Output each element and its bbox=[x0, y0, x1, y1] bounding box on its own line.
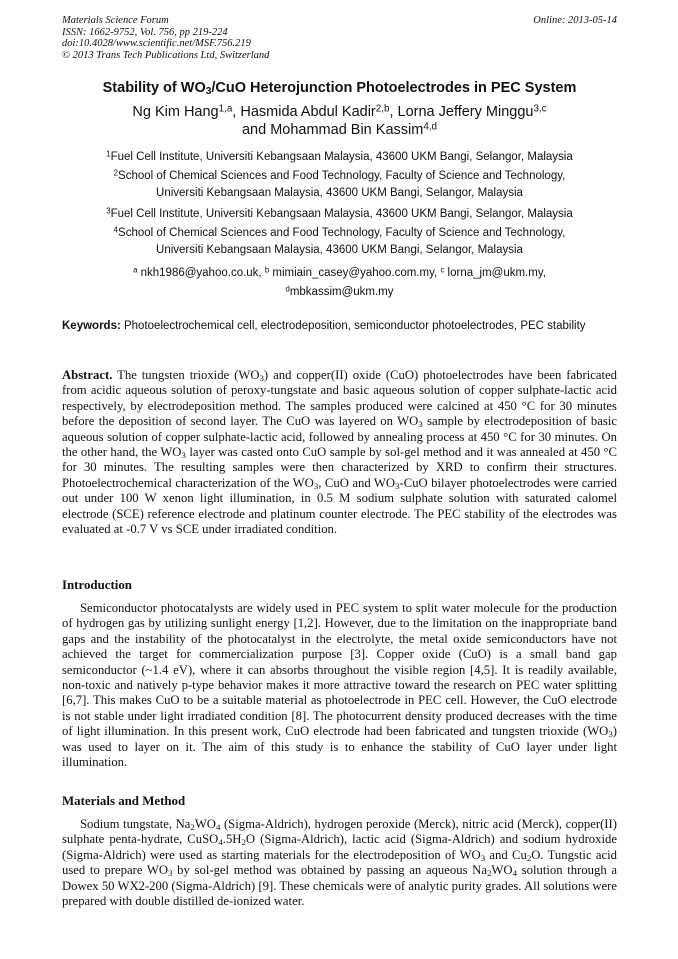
online-date: Online: 2013-05-14 bbox=[533, 15, 617, 26]
keywords bbox=[62, 319, 617, 334]
affiliation-2: $^2$School of Chemical Sciences and Food Technology, Faculty of Science and Technology, Universiti Kebangsaan Malaysia, 43600 UKM Bangi, Selangor, Malaysia bbox=[113, 168, 566, 199]
issn-line: ISSN: 1662-9752, Vol. 756, pp 219-224 bbox=[62, 26, 228, 38]
journal-header bbox=[62, 15, 617, 61]
email-d: mbkassim@ukm.my bbox=[289, 286, 394, 298]
methods-paragraph: Sodium tungstate, $Na_2WO_4$ (Sigma-Aldrich), hydrogen peroxide (Merck), nitric acid (Merck), copper(II) sulphate penta-hydrate, $CuSO_4.5H_2O$ (Sigma-Aldrich), lactic acid (Sigma-Aldrich) and sodium hydroxide (Sigma-Aldrich) were used as starting materials for the electrodeposition of $WO_3$ and $Cu_2O$. Tungstic acid used to prepare $WO_3$ by sol-gel method was obtained by passing an aqueous $Na_2WO_4$ solution through a Dowex 50 WX2-200 (Sigma-Aldrich) [9]. These chemicals were of analytic purity grades. All solutions were prepared with double distilled de-ionized water. bbox=[62, 817, 617, 909]
email-list: $^a$ nkh1986@yahoo.co.uk, $^b$ mimiain_casey@yahoo.com.my, $^c$ lorna_jm@ukm.my, $^d$mbkassim@ukm.my bbox=[133, 265, 546, 298]
doi-line: doi:10.4028/www.scientific.net/MSF.756.219 bbox=[62, 38, 251, 49]
author-1: Ng Kim Hang bbox=[132, 104, 219, 120]
affiliation-3: $^3$Fuel Cell Institute, Universiti Kebangsaan Malaysia, 43600 UKM Bangi, Selangor, Malaysia bbox=[106, 206, 573, 220]
copyright-line: © 2013 Trans Tech Publications Ltd, Switzerland bbox=[62, 49, 270, 61]
author-list: Ng Kim Hang$^{1,a}$, Hasmida Abdul Kadir$^{2,b}$, Lorna Jeffery Minggu$^{3,c}$ and Mohammad Bin Kassim$^{4,d}$ bbox=[132, 103, 547, 138]
author-3: , Lorna Jeffery Minggu bbox=[389, 104, 534, 120]
paper-title: Stability of $WO_3$/CuO Heterojunction Photoelectrodes in PEC System bbox=[102, 80, 577, 98]
email-b: mimiain_casey@yahoo.com.my, bbox=[269, 267, 441, 279]
introduction-heading: Introduction bbox=[62, 578, 132, 592]
abstract: Abstract. The tungsten trioxide $(WO_3)$ and copper(II) oxide (CuO) photoelectrodes have been fabricated from acidic aqueous solution of peroxy-tungstate and basic aqueous solution of copper sulphate-lactic acid respectively, by electrodeposition method. The samples produced were calcined at 450 °C for 30 minutes before the deposition of second layer. The CuO was layered on $WO_3$ sample by electrodeposition of basic aqueous solution of copper sulphate-lactic acid, followed by annealing process at 450 °C for 30 minutes. On the other hand, the $WO_3$ layer was casted onto CuO sample by sol-gel method and it was annealed at 450 °C for 30 minutes. The resulting samples were then characterized by XRD to confirm their structures. Photoelectrochemical characterization of the $WO_3$, CuO and $WO_3$-CuO bilayer photoelectrodes were carried out under 100 W xenon light illumination, in 0.5 M sodium sulphate solution with saturated calomel electrode (SCE) reference electrode and platinum counter electrode. The PEC stability of the electrodes was evaluated at -0.7 V vs SCE under irradiated condition. bbox=[62, 368, 618, 537]
email-a: nkh1986@yahoo.co.uk, bbox=[137, 267, 265, 279]
methods-heading: Materials and Method bbox=[62, 794, 186, 808]
author-2: , Hasmida Abdul Kadir bbox=[232, 104, 376, 120]
affiliation-4: $^4$School of Chemical Sciences and Food Technology, Faculty of Science and Technology, Universiti Kebangsaan Malaysia, 43600 UKM Bangi, Selangor, Malaysia bbox=[113, 225, 566, 256]
author-4: and Mohammad Bin Kassim bbox=[241, 122, 424, 138]
introduction-paragraph: Semiconductor photocatalysts are widely used in PEC system to split water molecule for the production of hydrogen gas by utilizing sunlight energy [1,2]. However, due to the limitation on the inappropriate band gaps and the instability of the photocatalyst in the electrolyte, the metal oxide semiconductors have not achieved the target for commercialization purpose [3]. Copper oxide (CuO) is a small band gap semiconductor (~1.4 eV), where it can absorbs throughout the visible region [4,5]. It is readily available, non-toxic and natively p-type behavior makes it more attractive toward the research on PEC water splitting [6,7]. This makes CuO to be a suitable material as photoelectrode in PEC cell. However, the CuO electrode is not stable under light irradiated condition [8]. The photocurrent density produced decreases with the time of light illumination. In this present work, CuO electrode had been fabricated and tungsten trioxide $(WO_3)$ was used to layer on it. The aim of this study is to enhance the stability of CuO layer under light illumination. bbox=[62, 601, 617, 770]
email-c: lorna_jm@ukm.my, bbox=[444, 267, 546, 279]
keywords-label: Keywords: bbox=[62, 320, 121, 332]
abstract-label: Abstract. bbox=[62, 368, 113, 382]
journal-name: Materials Science Forum bbox=[62, 15, 169, 26]
affiliation-1: $^1$Fuel Cell Institute, Universiti Kebangsaan Malaysia, 43600 UKM Bangi, Selangor, Malaysia bbox=[106, 149, 573, 163]
keywords-text: Photoelectrochemical cell, electrodeposition, semiconductor photoelectrodes, PEC stability bbox=[120, 320, 586, 332]
